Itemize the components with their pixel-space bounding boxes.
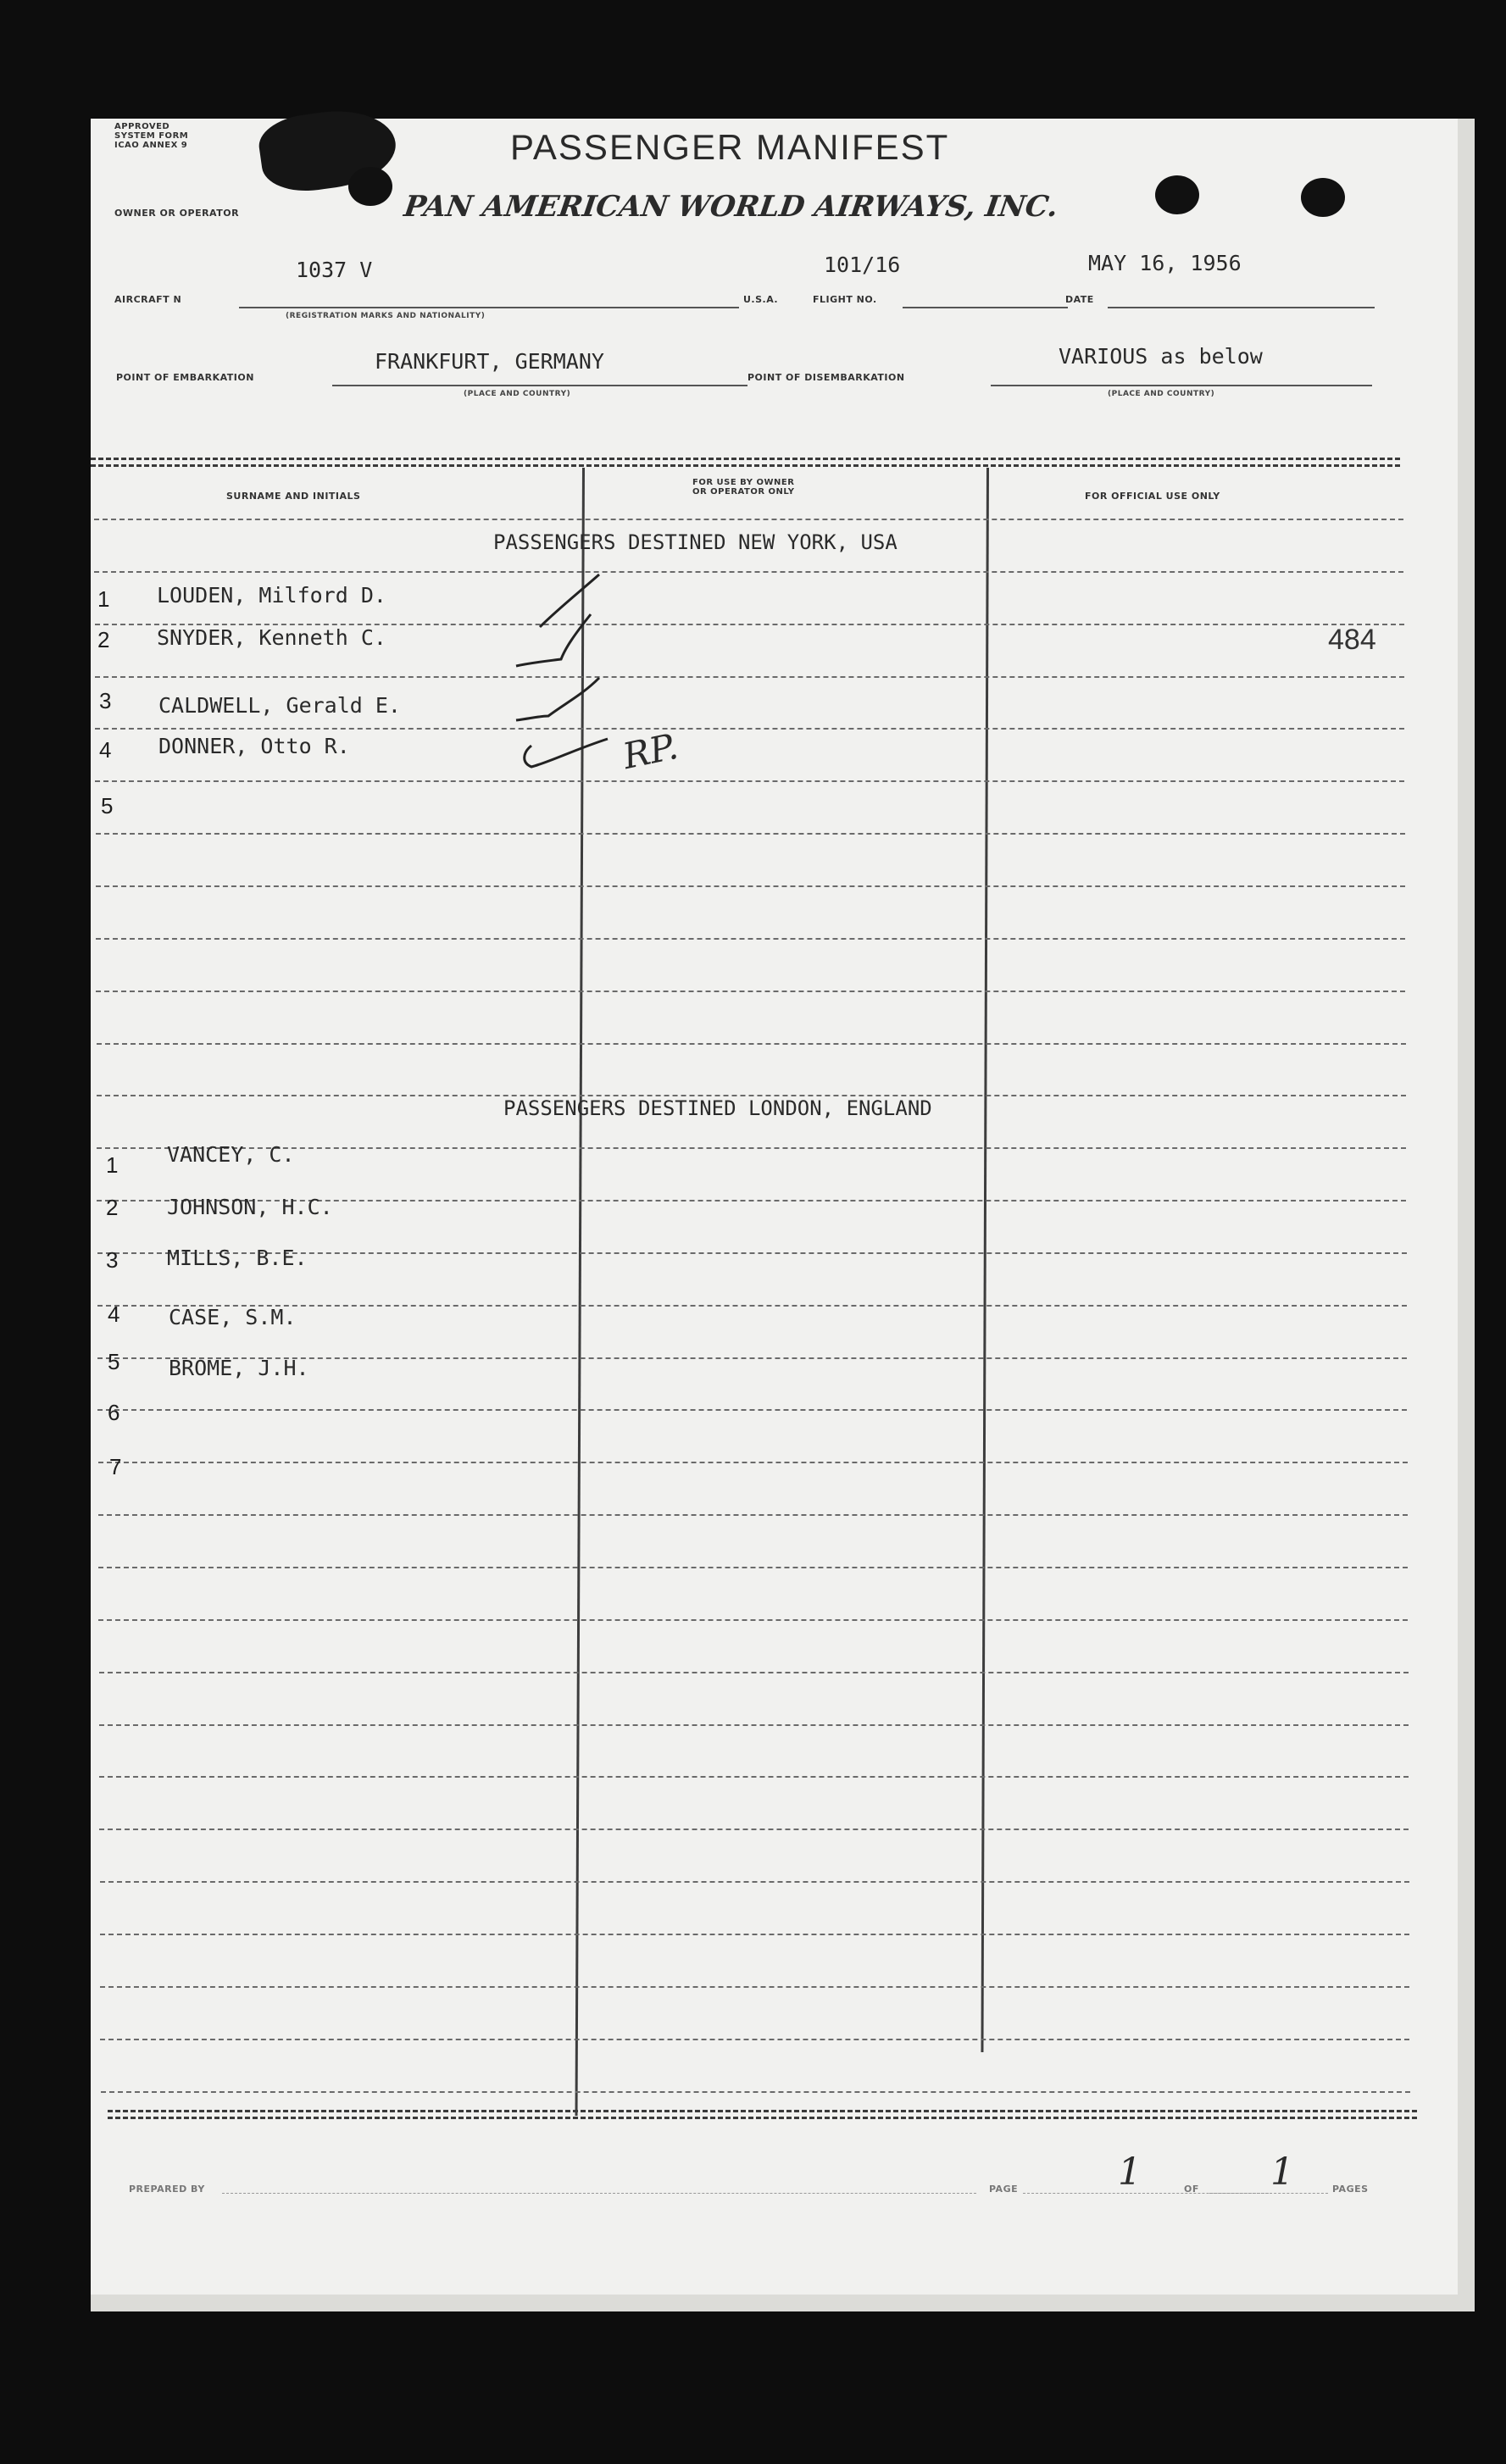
of-line [1209,2193,1328,2194]
owner-mark: RP. [619,724,682,778]
country-label: U.S.A. [743,294,779,305]
column-header-owner-line: FOR USE BY OWNER [692,478,795,487]
passenger-name: SNYDER, Kenneth C. [157,625,386,650]
table-row-line [100,2039,1409,2040]
table-row-line [98,1514,1408,1516]
passenger-name: MILLS, B.E. [167,1246,308,1270]
check-mark-icon [516,614,591,666]
row-number: 1 [106,1152,119,1178]
row-number: 3 [99,688,112,713]
of-label: OF [1184,2184,1199,2195]
row-number: 1 [97,586,110,612]
passenger-name: LOUDEN, Milford D. [157,583,386,608]
table-row-line [96,833,1405,835]
punch-hole-right-2 [1301,178,1345,217]
table-row-line [100,1986,1409,1988]
manifest-sheet [91,119,1475,2311]
embarkation-line [332,385,747,386]
aircraft-sublabel: (REGISTRATION MARKS AND NATIONALITY) [286,312,486,320]
table-row-line [96,938,1405,940]
table-bottom-rule [108,2117,1417,2119]
passenger-name: CASE, S.M. [169,1305,297,1329]
table-row-line [96,885,1405,887]
table-row-line [100,1881,1409,1883]
table-row-line [95,780,1404,782]
date-label: DATE [1065,294,1094,305]
page-value: 1 [1118,2150,1142,2194]
table-top-rule [91,458,1400,460]
embarkation-label: POINT OF EMBARKATION [116,372,254,383]
table-bottom-rule [108,2110,1417,2112]
flight-value: 101/16 [824,253,901,277]
row-number: 6 [108,1400,120,1425]
table-row-line [94,519,1403,520]
table-top-rule [91,464,1400,467]
check-mark-icon [540,574,599,627]
row-number: 2 [106,1195,119,1220]
table-row-line [97,1043,1406,1045]
table-row-line [99,1776,1409,1778]
column-divider-2 [981,468,989,2052]
column-header-owner-use [692,478,794,497]
table-row-line [99,1724,1409,1726]
table-row-line [97,1409,1407,1411]
flight-label: FLIGHT NO. [813,294,877,305]
table-row-line [101,2091,1410,2093]
row-number: 5 [108,1349,120,1374]
passenger-name: JOHNSON, H.C. [167,1195,333,1219]
owner-label: OWNER OR OPERATOR [114,208,240,219]
disembarkation-value: VARIOUS as below [1059,344,1263,369]
table-row-line [95,728,1404,730]
column-header-surname: SURNAME AND INITIALS [226,491,361,502]
form-code-line: ICAO ANNEX 9 [114,141,188,150]
row-number: 7 [109,1454,122,1479]
group-heading-new-york: PASSENGERS DESTINED NEW YORK, USA [493,530,897,554]
check-mark-icon [525,739,608,767]
date-line [1108,307,1375,308]
punch-hole-right-1 [1155,175,1199,214]
row-number: 4 [108,1301,120,1327]
passenger-name: CALDWELL, Gerald E. [158,693,401,718]
row-number: 4 [99,737,112,763]
form-code [114,122,188,150]
group-heading-london: PASSENGERS DESTINED LONDON, ENGLAND [503,1096,932,1120]
passenger-name: BROME, J.H. [169,1356,309,1380]
table-row-line [95,676,1404,678]
column-header-official: FOR OFFICIAL USE ONLY [1085,491,1220,502]
aircraft-label: AIRCRAFT N [114,294,182,305]
table-row-line [96,991,1405,992]
of-value: 1 [1270,2150,1294,2194]
check-mark-icon [516,678,599,720]
table-row-line [94,571,1403,573]
punch-hole-left [348,167,392,206]
page-title: PASSENGER MANIFEST [510,127,950,167]
prepared-by-line [222,2193,976,2194]
owner-value: PAN AMERICAN WORLD AIRWAYS, INC. [402,190,1060,224]
table-row-line [98,1462,1408,1463]
column-header-owner-line: OR OPERATOR ONLY [692,487,795,497]
table-row-line [99,1672,1409,1673]
table-row-line [98,1619,1408,1621]
row-number: 5 [101,793,114,819]
disembarkation-line [991,385,1372,386]
prepared-by-label: PREPARED BY [129,2184,205,2195]
table-row-line [98,1567,1408,1568]
passenger-name: DONNER, Otto R. [158,734,350,758]
date-value: MAY 16, 1956 [1088,251,1242,275]
aircraft-value: 1037 V [296,258,373,282]
embarkation-value: FRANKFURT, GERMANY [375,349,604,374]
form-code-line: SYSTEM FORM [114,131,189,141]
row-number: 3 [106,1247,119,1273]
row-number: 2 [97,627,110,652]
passenger-name: VANCEY, C. [167,1142,295,1167]
flight-line [903,307,1068,308]
pages-label: PAGES [1332,2184,1369,2195]
disembarkation-label: POINT OF DISEMBARKATION [747,372,905,383]
page-label: PAGE [989,2184,1019,2195]
table-row-line [100,1934,1409,1935]
embarkation-sublabel: (PLACE AND COUNTRY) [464,390,571,398]
disembarkation-sublabel: (PLACE AND COUNTRY) [1108,390,1215,398]
form-code-line: APPROVED [114,122,170,131]
official-note: 484 [1328,624,1376,656]
aircraft-line [239,307,739,308]
table-row-line [99,1829,1409,1830]
